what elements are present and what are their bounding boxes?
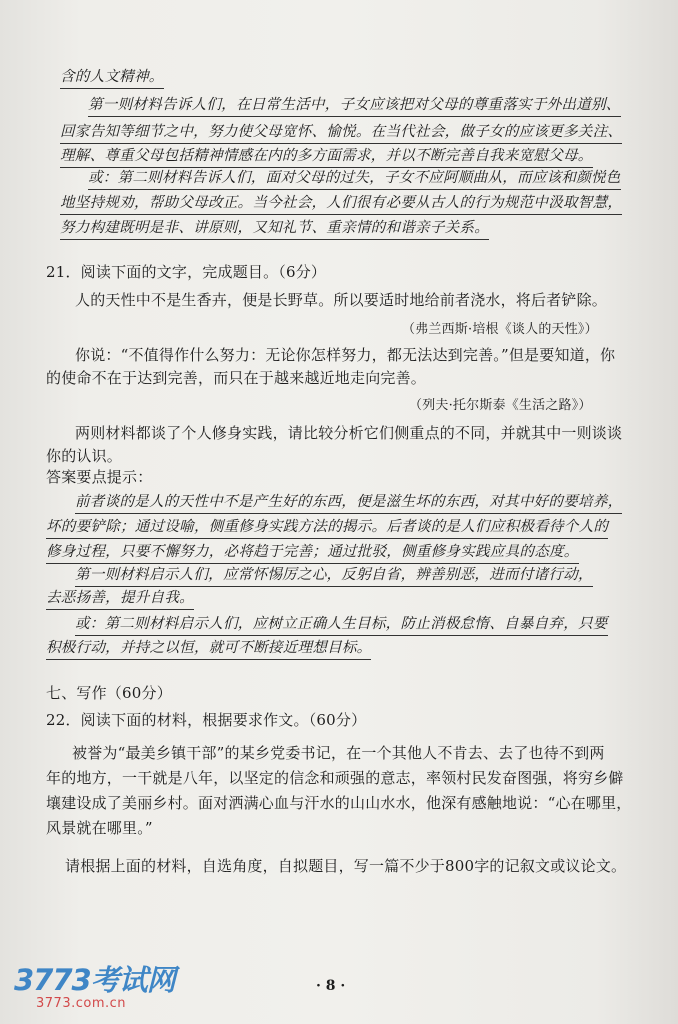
quote-source: （列夫·托尔斯泰《生活之路》）: [409, 398, 592, 413]
answer-line: 地坚持规劝，帮助父母改正。当今社会，人们很有必要从古人的行为规范中汲取智慧，: [60, 193, 622, 215]
question-title: 21．阅读下面的文字，完成题目。（6分）: [46, 263, 327, 281]
answer-hint-label: 答案要点提示：: [46, 468, 153, 486]
material-text: 被誉为“最美乡镇干部”的某乡党委书记，在一个其他人不肯去、去了也待不到两: [72, 744, 605, 762]
quote-source: （弗兰西斯·培根《谈人的天性》）: [402, 322, 598, 337]
answer-line: 积极行动，并持之以恒，就可不断接近理想目标。: [46, 638, 371, 660]
site-logo: [14, 958, 175, 1011]
answer-line: 修身过程，只要不懈努力，必将趋于完善；通过批驳，侧重修身实践应具的态度。: [46, 542, 579, 564]
logo-url: 3773.com.cn: [36, 996, 126, 1011]
logo-text: 3773考试网: [14, 963, 175, 997]
answer-line: 前者谈的是人的天性中不是产生好的东西，便是滋生坏的东西，对其中好的要培养，: [75, 492, 622, 514]
material-text: 年的地方，一干就是八年，以坚定的信念和顽强的意志，率领村民发奋图强，将穷乡僻: [46, 769, 624, 787]
material-text: 壤建设成了美丽乡村。面对洒满心血与汗水的山山水水，他深有感触地说：“心在哪里，: [46, 794, 632, 812]
quote-text: 你说：“不值得作什么努力：无论你怎样努力，都无法达到完善。”但是要知道，你: [75, 346, 616, 364]
answer-line: 努力构建既明是非、讲原则，又知礼节、重亲情的和谐亲子关系。: [60, 218, 489, 240]
answer-line: 或：第二则材料启示人们，应树立正确人生目标，防止消极怠惰、自暴自弃，只要: [75, 614, 608, 636]
question-prompt: 两则材料都谈了个人修身实践，请比较分析它们侧重点的不同，并就其中一则谈谈: [75, 424, 623, 442]
question-prompt: 你的认识。: [46, 447, 123, 465]
answer-line: 坏的要铲除；通过设喻，侧重修身实践方法的揭示。后者谈的是人们应积极看待个人的: [46, 517, 608, 539]
material-text: 风景就在哪里。”: [46, 819, 153, 837]
answer-line: 理解、尊重父母包括精神情感在内的多方面需求，并以不断完善自我来宽慰父母。: [60, 146, 593, 168]
question-title: 22．阅读下面的材料，根据要求作文。（60分）: [46, 711, 367, 729]
answer-line: 去恶扬善，提升自我。: [46, 588, 194, 610]
answer-line: 含的人文精神。: [60, 67, 164, 89]
quote-text: 人的天性中不是生香卉，便是长野草。所以要适时地给前者浇水，将后者铲除。: [75, 291, 608, 309]
quote-text: 的使命不在于达到完善，而只在于越来越近地走向完善。: [46, 369, 427, 387]
answer-line: 第一则材料启示人们，应常怀惕厉之心，反躬自省，辨善别恶，进而付诸行动，: [75, 565, 593, 587]
answer-line: 第一则材料告诉人们，在日常生活中，子女应该把对父母的尊重落实于外出道别、: [88, 95, 621, 117]
page-number: · 8 ·: [316, 978, 346, 994]
writing-prompt: 请根据上面的材料，自选角度，自拟题目，写一篇不少于800字的记叙文或议论文。: [65, 857, 627, 875]
answer-line: 回家告知等细节之中，努力使父母宽怀、愉悦。在当代社会，做子女的应该更多关注、: [60, 122, 622, 144]
section-heading: 七、写作（60分）: [46, 684, 172, 702]
answer-line: 或：第二则材料告诉人们，面对父母的过失，子女不应阿顺曲从，而应该和颜悦色: [88, 168, 621, 190]
